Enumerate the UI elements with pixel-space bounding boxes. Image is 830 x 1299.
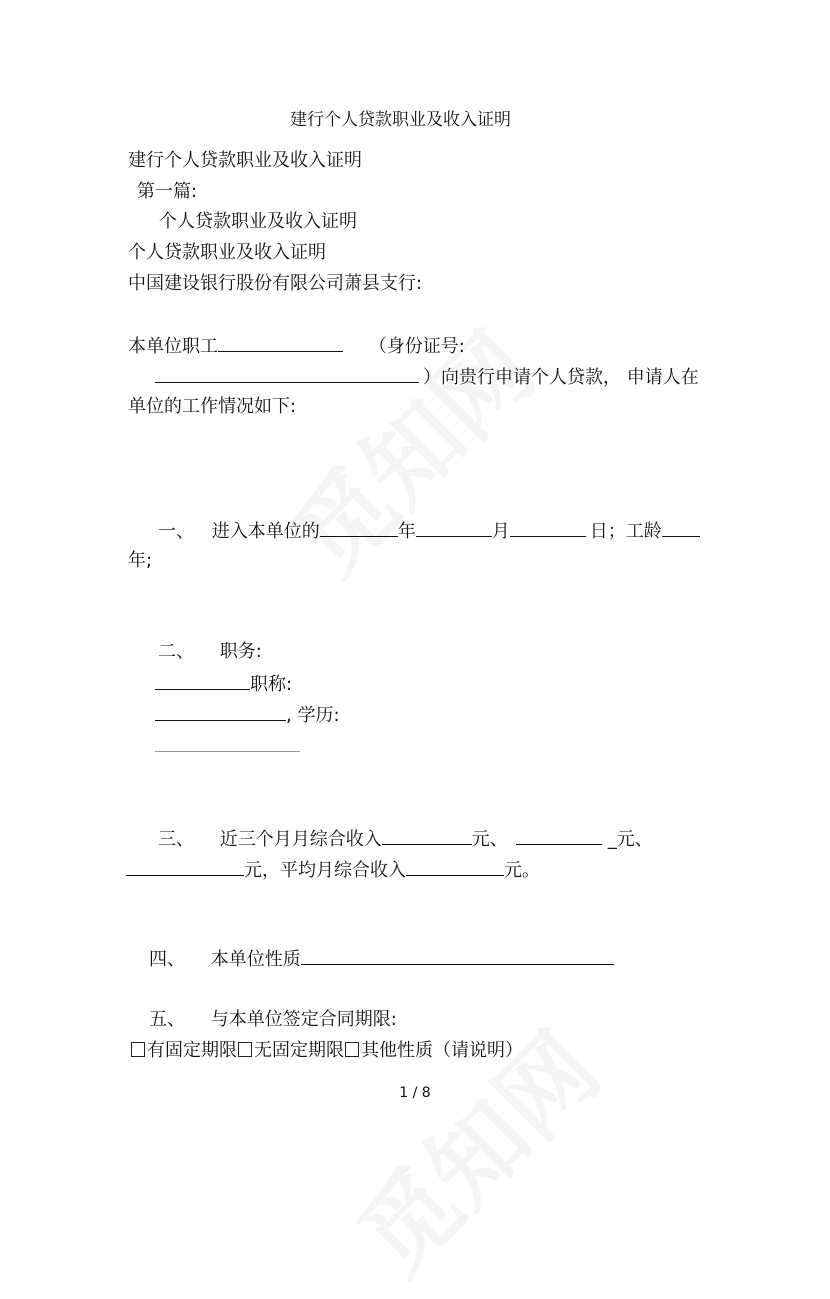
- job-title-blank[interactable]: [155, 702, 286, 721]
- income-month-2-blank[interactable]: [516, 826, 602, 845]
- month-label: 月: [491, 521, 510, 542]
- employee-name-blank[interactable]: [218, 333, 343, 352]
- other-label: 其他性质（请说明）: [361, 1040, 523, 1061]
- section-4-text: 本单位性质: [210, 949, 301, 970]
- section-5-text: 与本单位签定合同期限:: [210, 1009, 397, 1030]
- education-blank[interactable]: [155, 733, 300, 752]
- seniority-blank[interactable]: [662, 518, 700, 537]
- education-line: [155, 702, 340, 728]
- income-month-1-blank[interactable]: [382, 826, 472, 845]
- heading-line-2: 个人贷款职业及收入证明: [128, 242, 326, 263]
- part-line: 第一篇:: [137, 181, 198, 202]
- day-seniority-label: 日；工龄: [589, 521, 662, 542]
- section-4-line: [149, 946, 614, 972]
- section-3-text: 近三个月月综合收入: [219, 829, 382, 850]
- document-title: 建行个人贷款职业及收入证明: [290, 110, 511, 130]
- section-2-number: 二、: [158, 641, 194, 662]
- year-label: 年: [397, 521, 416, 542]
- average-income-label: 元，平均月综合收入: [244, 860, 406, 881]
- section-5-number: 五、: [149, 1009, 185, 1030]
- average-income-blank[interactable]: [406, 857, 504, 876]
- education-label: , 学历:: [286, 705, 340, 726]
- addressee-line: 中国建设银行股份有限公司萧县支行:: [128, 273, 423, 294]
- yuan-label: 元、: [471, 829, 508, 850]
- section-3-line-2: [126, 857, 540, 883]
- open-term-label: 无固定期限: [254, 1040, 344, 1061]
- section-2-line: [158, 640, 262, 664]
- join-year-blank[interactable]: [320, 518, 398, 537]
- position-blank[interactable]: [155, 671, 250, 690]
- section-5-line: [149, 1008, 397, 1032]
- apply-text: ）向贵行申请个人贷款， 申请人在: [423, 367, 699, 388]
- section-1-line: [158, 518, 700, 544]
- section-4-number: 四、: [149, 949, 185, 970]
- job-title-line: [155, 671, 292, 697]
- id-label: （身份证号:: [368, 336, 465, 357]
- yuan-label: 元。: [504, 860, 540, 881]
- id-line: [155, 364, 699, 390]
- employee-prefix: 本单位职工: [128, 336, 218, 357]
- id-number-blank[interactable]: [155, 364, 419, 383]
- work-status-line: 单位的工作情况如下:: [128, 396, 297, 417]
- join-month-blank[interactable]: [416, 518, 492, 537]
- section-2-text: 职务:: [219, 641, 262, 662]
- yuan-label: _元、: [607, 829, 653, 850]
- fixed-term-checkbox[interactable]: [131, 1042, 145, 1057]
- section-3-number: 三、: [158, 829, 194, 850]
- section-1-number: 一、: [158, 521, 194, 542]
- subtitle-line: 建行个人贷款职业及收入证明: [128, 150, 362, 171]
- heading-line-1: 个人贷款职业及收入证明: [159, 211, 357, 232]
- income-month-3-blank[interactable]: [126, 857, 244, 876]
- section-1-text: 进入本单位的: [211, 521, 320, 542]
- unit-nature-blank[interactable]: [301, 946, 614, 965]
- join-day-blank[interactable]: [510, 518, 586, 537]
- section-3-line: [158, 826, 653, 852]
- fixed-term-label: 有固定期限: [147, 1040, 237, 1061]
- open-term-checkbox[interactable]: [238, 1042, 252, 1057]
- employee-line: [128, 333, 465, 359]
- contract-options-line: [130, 1039, 523, 1063]
- page-number: 1 / 8: [399, 1085, 431, 1101]
- job-title-label: 职称:: [250, 674, 293, 695]
- education-blank-line: [155, 733, 300, 759]
- section-1-end: 年;: [128, 550, 153, 571]
- other-checkbox[interactable]: [345, 1042, 359, 1057]
